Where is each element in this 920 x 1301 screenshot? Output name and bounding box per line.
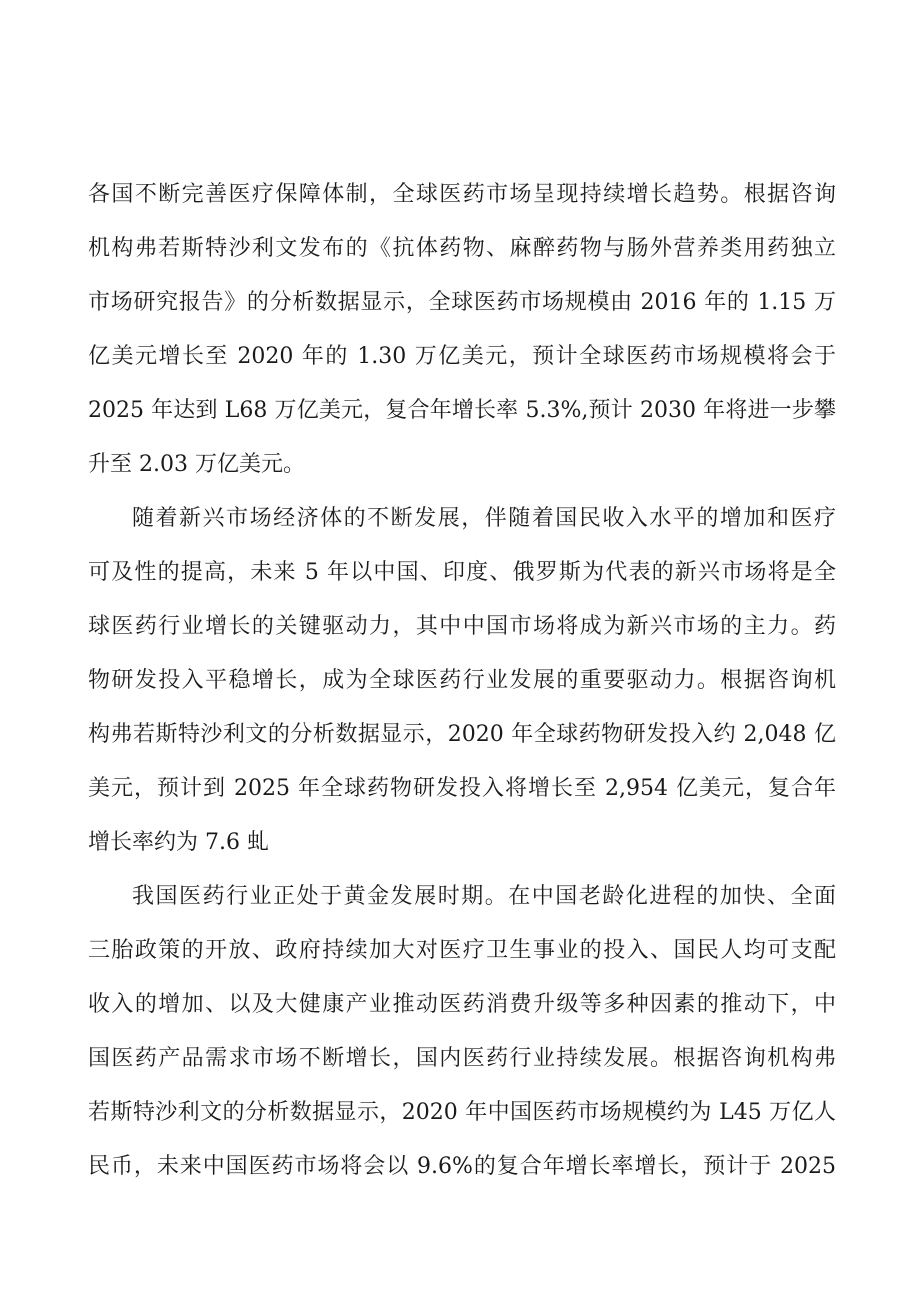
text-line: 2025 年达到 L68 万亿美元，复合年增长率 5.3%,预计 2030 年将进一步攀 bbox=[88, 398, 836, 423]
text-line: 各国不断完善医疗保障体制，全球医药市场呈现持续增长趋势。根据咨询 bbox=[88, 182, 836, 207]
text-line: 升至 2.03 万亿美元。 bbox=[88, 452, 305, 477]
text-line: 构弗若斯特沙利文的分析数据显示，2020 年全球药物研发投入约 2,048 亿 bbox=[88, 722, 836, 747]
document-body bbox=[88, 168, 836, 1194]
text-line: 物研发投入平稳增长，成为全球医药行业发展的重要驱动力。根据咨询机 bbox=[88, 668, 836, 693]
text-line: 若斯特沙利文的分析数据显示，2020 年中国医药市场规模约为 L45 万亿人 bbox=[88, 1100, 836, 1125]
text-line: 机构弗若斯特沙利文发布的《抗体药物、麻醉药物与肠外营养类用药独立 bbox=[88, 236, 836, 261]
text-line: 可及性的提高，未来 5 年以中国、印度、俄罗斯为代表的新兴市场将是全 bbox=[88, 560, 836, 585]
text-line: 随着新兴市场经济体的不断发展，伴随着国民收入水平的增加和医疗 bbox=[132, 506, 836, 531]
text-line: 民币，未来中国医药市场将会以 9.6%的复合年增长率增长，预计于 2025 bbox=[88, 1154, 836, 1179]
paragraph-emerging-markets bbox=[88, 492, 836, 870]
paragraph-china-market bbox=[88, 870, 836, 1194]
text-line: 球医药行业增长的关键驱动力，其中中国市场将成为新兴市场的主力。药 bbox=[88, 614, 836, 639]
text-line: 收入的增加、以及大健康产业推动医药消费升级等多种因素的推动下，中 bbox=[88, 992, 836, 1017]
text-line: 美元，预计到 2025 年全球药物研发投入将增长至 2,954 亿美元，复合年 bbox=[88, 776, 836, 801]
text-line: 增长率约为 7.6 虬 bbox=[88, 830, 269, 855]
text-line: 市场研究报告》的分析数据显示，全球医药市场规模由 2016 年的 1.15 万 bbox=[88, 290, 836, 315]
text-line: 国医药产品需求市场不断增长，国内医药行业持续发展。根据咨询机构弗 bbox=[88, 1046, 836, 1071]
paragraph-global-market bbox=[88, 168, 836, 492]
text-line: 三胎政策的开放、政府持续加大对医疗卫生事业的投入、国民人均可支配 bbox=[88, 938, 836, 963]
text-line: 亿美元增长至 2020 年的 1.30 万亿美元，预计全球医药市场规模将会于 bbox=[88, 344, 836, 369]
text-line: 我国医药行业正处于黄金发展时期。在中国老龄化进程的加快、全面 bbox=[132, 884, 836, 909]
